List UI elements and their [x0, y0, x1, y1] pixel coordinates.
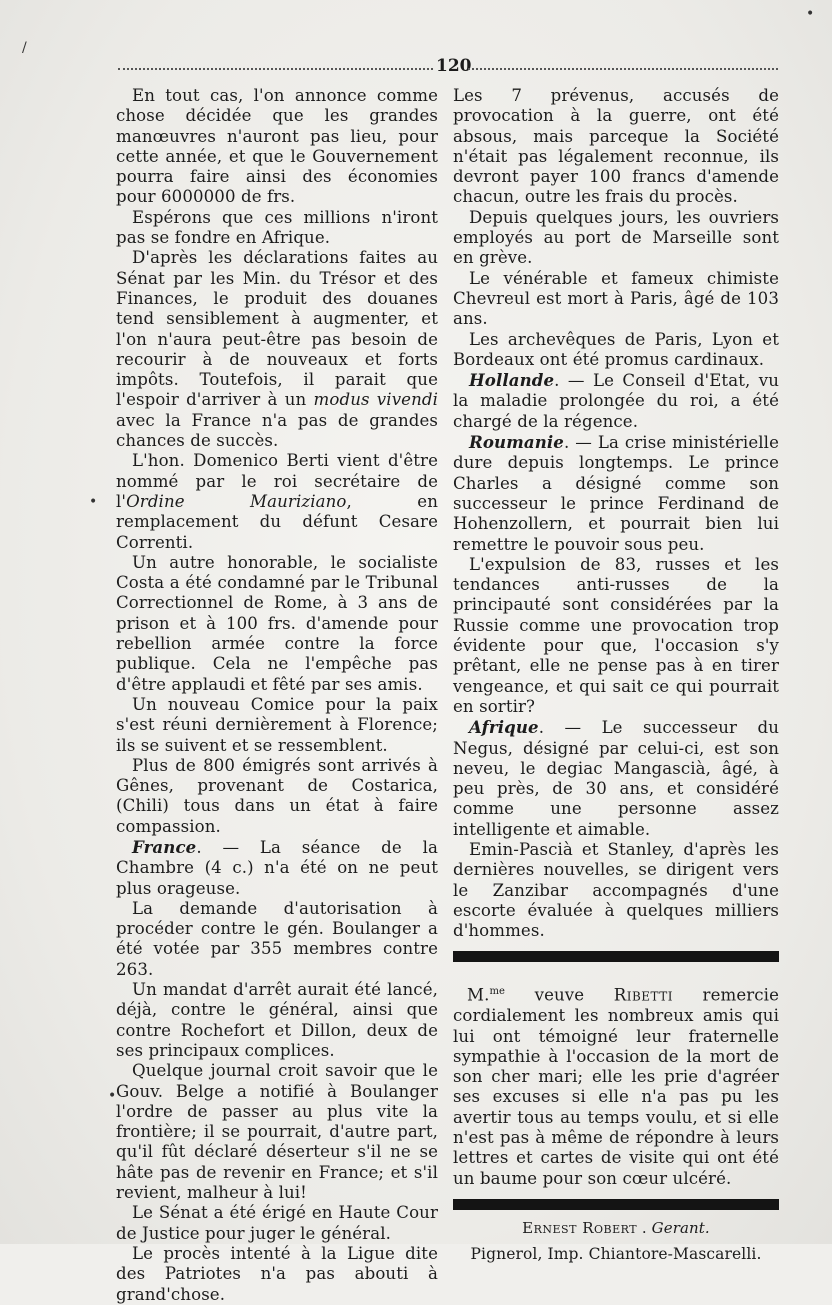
right-column — [453, 86, 779, 1265]
paragraph-mandat: Un mandat d'arrêt aurait été lancé, déjà, contre le général, ainsi que contre Rochefort et Dillon, deux de ses principaux complices. — [116, 980, 438, 1060]
section-heading-afrique: Afrique — [469, 717, 539, 738]
paragraph-text: . — Le successeur du Negus, désigné par celui-ci, est son neveu, le degiac Mangascià, âgé, à peu près, de 30 ans, et considéré comme une personne assez intelligente et aimable. — [453, 718, 779, 839]
margin-mark: • — [108, 1088, 117, 1104]
paragraph: En tout cas, l'on annonce comme chose décidée que les grandes manœuvres n'auront pas lieu, pour cette année, et que le Gouvernement pourra faire ainsi des économies pour 6000000 de frs. — [116, 86, 438, 207]
paragraph: Le vénérable et fameux chimiste Chevreul est mort à Paris, âgé de 103 ans. — [453, 268, 779, 329]
paragraph: L'expulsion de 83, russes et les tendances anti-russes de la principauté sont considérées par la Russie comme une provocation trop évidente pour que, l'occasion s'y prêtant, elle ne pense pas à en tirer vengeance, et qui sait ce qui pourrait en sortir? — [453, 554, 779, 716]
paragraph-text: . — Le Conseil d'Etat, vu la maladie prolongée du roi, a été chargé de la régence. — [453, 371, 779, 431]
gerant-label: Gerant. — [651, 1218, 710, 1237]
page-header — [118, 58, 778, 78]
notice-title: M. — [467, 986, 490, 1005]
notice-title-sup: me — [489, 986, 506, 998]
heavy-rule — [453, 951, 779, 962]
gerant-name: Ernest Robert — [522, 1218, 638, 1237]
section-heading-roumanie: Roumanie — [469, 432, 564, 453]
notice-body: remercie cordialement les nombreux amis qui lui ont témoigné leur fraternelle sympathie à l'occasion de la mort de son cher mari; elle les prie d'agréer ses excuses si elle n'a pas pu les avertir tous au temps voulu, et si elle n'est pas à même de répondre à leurs lettres et cartes de visite qui ont été un baume pour son cœur ulcéré. — [453, 986, 780, 1188]
paragraph-france — [116, 837, 438, 899]
paragraph-senat-finances — [116, 248, 438, 451]
paragraph: Espérons que ces millions n'iront pas se fondre en Afrique. — [116, 207, 438, 248]
notice-name: Ribetti — [613, 986, 674, 1005]
paragraph-costa: Un autre honorable, le socialiste Costa a été condamné par le Tribunal Correctionnel de Rome, à 3 ans de prison et à 100 frs. d'amende pour rebellion armée contre la force publique. Cela ne l'empêche pas d'être applaudi et fêté par ses amis. — [116, 552, 438, 694]
paragraph-text: D'après les déclarations faites au Sénat par les Min. du Trésor et des Finances, le produit des douanes tend sensiblement à augmenter, et l'on n'aura peut-être pas besoin de recourir à de nouveaux et forts impôts. Toutefois, il parait que l'espoir d'arriver à un modus vivendi avec la France n'a pas de grandes chances de succès. — [116, 248, 438, 451]
paragraph-berti: L'hon. Domenico Berti vient d'être nommé par le roi secrétaire de l'Ordine Mauriziano, en remplacement du défunt Cesare Correnti. — [116, 451, 438, 552]
paragraph-belge: Quelque journal croit savoir que le Gouv. Belge a notifié à Boulanger l'ordre de passer au plus vite la frontière; il se pourrait, d'autre part, qu'il fût déclaré déserteur s'il ne se hâte pas de revenir en France; et s'il revient, malheur à lui! — [116, 1061, 438, 1203]
notice-text — [453, 982, 779, 1189]
paragraph-emigres: Plus de 800 émigrés sont arrivés à Gênes, provenant de Costarica, (Chili) tous dans un état à faire compassion. — [116, 755, 438, 836]
paragraph-hollande — [453, 370, 779, 432]
paragraph-text: . — La crise ministérielle dure depuis longtemps. Le prince Charles a désigné comme son successeur le prince Ferdinand de Hohenzollern, et pourrait bien lui remettre le pouvoir sous peu. — [453, 433, 779, 554]
header-dotted-rule-left — [118, 68, 433, 70]
paragraph: Les archevêques de Paris, Lyon et Bordeaux ont été promus cardinaux. — [453, 329, 779, 369]
paragraph-comice: Un nouveau Comice pour la paix s'est réuni dernièrement à Florence; ils se suivent et se ressemblent. — [116, 694, 438, 755]
paragraph: Depuis quelques jours, les ouvriers employés au port de Marseille sont en grève. — [453, 207, 779, 268]
margin-mark: • — [89, 494, 98, 510]
paragraph: Emin-Pascià et Stanley, d'après les dernières nouvelles, se dirigent vers le Zanzibar accompagnés d'une escorte évaluée à quelques milliers d'hommes. — [453, 839, 779, 941]
italic-phrase: Ordine Mauriziano — [126, 491, 347, 511]
section-heading-hollande: Hollande — [469, 370, 555, 391]
header-dotted-rule-right — [468, 68, 778, 70]
left-column — [116, 86, 438, 1305]
margin-mark: / — [22, 40, 27, 56]
printer-line: Pignerol, Imp. Chiantore-Mascarelli. — [470, 1245, 762, 1264]
paragraph-boulanger: La demande d'autorisation à procéder contre le gén. Boulanger a été votée par 355 membres contre 263. — [116, 898, 438, 979]
paragraph-roumanie — [453, 432, 779, 555]
condolence-notice — [453, 982, 779, 1189]
section-heading-france: France — [132, 836, 197, 857]
heavy-rule — [453, 1199, 779, 1210]
paragraph: Les 7 prévenus, accusés de provocation à la guerre, ont été absous, mais parceque la Société n'était pas légalement reconnue, ils devront payer 100 francs d'amende chacun, outre les frais du procès. — [453, 86, 779, 207]
paragraph-text: . — La séance de la Chambre (4 c.) n'a été on ne peut plus orageuse. — [116, 837, 438, 898]
italic-phrase: modus vivendi — [313, 390, 438, 410]
gerant-line: Ernest Robert . Gerant. — [522, 1218, 710, 1237]
paragraph-ligue: Le procès intenté à la Ligue dite des Patriotes n'a pas abouti à grand'chose. — [116, 1243, 438, 1304]
notice-widow-word: veuve — [534, 986, 585, 1005]
paragraph-haute-cour: Le Sénat a été érigé en Haute Cour de Justice pour juger le général. — [116, 1203, 438, 1243]
page-number: 120 — [436, 56, 472, 76]
paragraph-afrique — [453, 717, 779, 840]
margin-mark: • — [806, 6, 815, 22]
